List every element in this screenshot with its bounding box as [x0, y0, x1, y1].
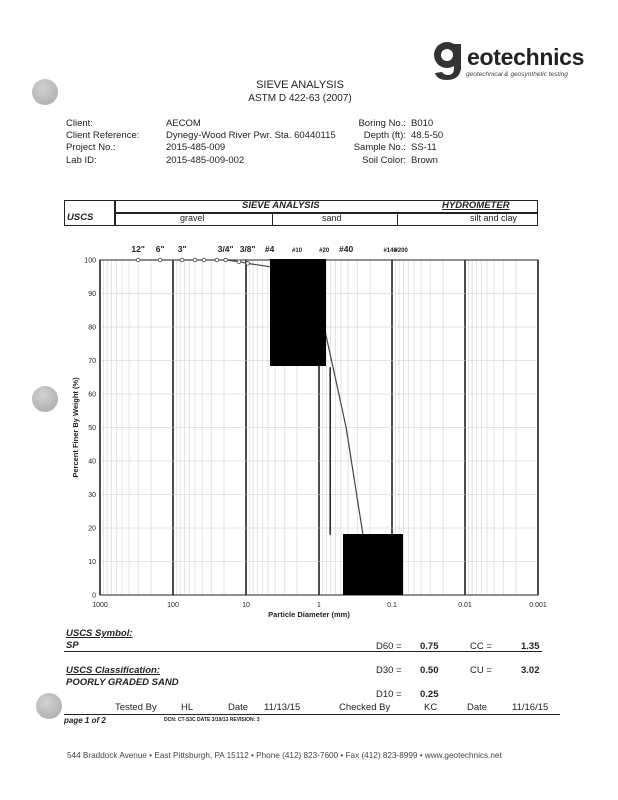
soil-color-value: Brown [411, 154, 438, 166]
sieve-analysis-header: SIEVE ANALYSIS [242, 200, 320, 211]
client-label: Client: [66, 118, 93, 129]
client-value: AECOM [166, 118, 201, 129]
uscs-header: USCS [67, 212, 94, 223]
sample-no-label: Sample No.: [353, 142, 406, 154]
signoff-divider [64, 714, 560, 715]
data-point [202, 258, 206, 262]
data-point [246, 262, 250, 266]
sieve-size-label: 3" [177, 244, 187, 254]
page-number: page 1 of 2 [64, 716, 106, 725]
uscs-symbol-label: USCS Symbol: [66, 628, 133, 639]
data-point [158, 258, 162, 262]
gravel-label: gravel [180, 213, 205, 223]
d30-label: D30 = [376, 665, 402, 676]
sample-info-labels [340, 118, 406, 167]
logo-text: eotechnics [467, 44, 585, 70]
check-date-label: Date [467, 702, 488, 713]
y-tick-label: 80 [88, 324, 96, 332]
cc-value: 1.35 [521, 641, 540, 652]
binder-hole-bottom [36, 693, 62, 719]
y-axis-label: Percent Finer By Weight (%) [71, 377, 80, 478]
x-tick-label: 10 [242, 602, 250, 609]
sand-label: sand [322, 213, 342, 223]
sieve-size-label: #4 [264, 244, 275, 254]
uscs-classification-label: USCS Classification: [66, 665, 160, 676]
y-tick-label: 100 [84, 257, 96, 265]
data-point [193, 258, 197, 262]
y-tick-label: 50 [88, 425, 96, 432]
data-point [136, 258, 140, 262]
y-tick-label: 10 [88, 559, 96, 566]
company-address: 544 Braddock Avenue • East Pittsburgh, PA 15112 • Phone (412) 823-7600 • Fax (412) 823-8999 • www.geotechnics.net [67, 751, 502, 760]
project-no-label: Project No.: [66, 142, 116, 154]
x-tick-label: 0.1 [387, 602, 397, 609]
lab-id-value: 2015-485-009-002 [166, 154, 245, 166]
data-point [237, 260, 241, 264]
document-code: DCN: CT-S3C DATE 3/19/13 REVISION: 3 [164, 717, 260, 723]
page-title: SIEVE ANALYSIS [256, 79, 344, 91]
sample-no-value: SS-11 [411, 142, 437, 154]
depth-value: 48.5-50 [411, 130, 444, 142]
y-tick-label: 60 [88, 391, 96, 399]
check-date-value: 11/16/15 [512, 702, 549, 713]
x-tick-label: 0.001 [529, 602, 547, 609]
y-tick-label: 70 [88, 358, 96, 365]
redaction-blocks [270, 259, 403, 595]
classification-header-table [64, 200, 538, 226]
client-info-values [166, 118, 336, 167]
tested-by-label: Tested By [115, 702, 157, 713]
soil-color-label: Soil Color: [362, 154, 406, 166]
x-tick-label: 0.01 [458, 602, 472, 609]
y-tick-label: 30 [88, 492, 96, 499]
sample-info-values [411, 118, 443, 167]
y-tick-label: 40 [88, 458, 96, 466]
hydrometer-header: HYDROMETER [442, 200, 510, 211]
logo-tagline: geotechnical & geosynthetic testing [466, 71, 568, 78]
boring-no-label: Boring No.: [358, 118, 406, 129]
sieve-size-label: #10 [292, 248, 303, 254]
y-tick-label: 20 [88, 525, 96, 533]
d10-value: 0.25 [420, 689, 439, 700]
sieve-size-label: 12" [131, 244, 145, 254]
standard-label: ASTM D 422-63 (2007) [248, 93, 352, 104]
cu-value: 3.02 [521, 665, 540, 676]
silt-clay-label: silt and clay [470, 213, 518, 223]
lab-id-label: Lab ID: [66, 154, 97, 166]
x-tick-label: 100 [167, 602, 179, 609]
sieve-analysis-chart [0, 236, 618, 626]
d60-label: D60 = [376, 641, 402, 652]
x-tick-label: 1 [317, 602, 321, 609]
redaction-block-upper [270, 259, 326, 366]
uscs-symbol-value: SP [66, 640, 79, 651]
redaction-block-lower [343, 534, 403, 595]
test-date-label: Date [228, 702, 249, 713]
sieve-size-labels [131, 244, 408, 254]
data-point [224, 258, 228, 262]
x-axis-label: Particle Diameter (mm) [268, 610, 350, 619]
sieve-size-label: #200 [394, 248, 408, 254]
sieve-size-label: #140 [383, 248, 397, 254]
boring-no-value: B010 [411, 118, 434, 129]
geotechnics-logo-icon [432, 38, 468, 82]
uscs-classification-value: POORLY GRADED SAND [66, 677, 179, 688]
checked-by-value: KC [424, 702, 438, 713]
sieve-size-label: #40 [339, 244, 354, 254]
sieve-size-label: 3/4" [217, 244, 234, 254]
cu-label: CU = [470, 665, 492, 676]
data-point [180, 258, 184, 262]
data-point [215, 258, 219, 262]
d30-value: 0.50 [420, 665, 439, 676]
sieve-size-label: 6" [155, 244, 165, 254]
checked-by-label: Checked By [339, 702, 391, 713]
d10-label: D10 = [376, 689, 402, 700]
client-reference-label: Client Reference: [66, 130, 140, 142]
y-tick-label: 0 [92, 592, 96, 600]
client-reference-value: Dynegy-Wood River Pwr. Sta. 60440115 [166, 130, 336, 142]
d60-value: 0.75 [420, 641, 439, 652]
project-no-value: 2015-485-009 [166, 142, 226, 154]
test-date-value: 11/13/15 [264, 702, 301, 713]
depth-label: Depth (ft): [363, 130, 406, 142]
cc-label: CC = [470, 641, 492, 652]
sieve-size-label: #20 [319, 248, 330, 254]
tested-by-value: HL [181, 702, 194, 713]
x-tick-label: 1000 [92, 602, 108, 609]
client-info-labels [66, 118, 139, 167]
y-tick-label: 90 [88, 291, 96, 298]
sieve-size-label: 3/8" [239, 244, 256, 254]
